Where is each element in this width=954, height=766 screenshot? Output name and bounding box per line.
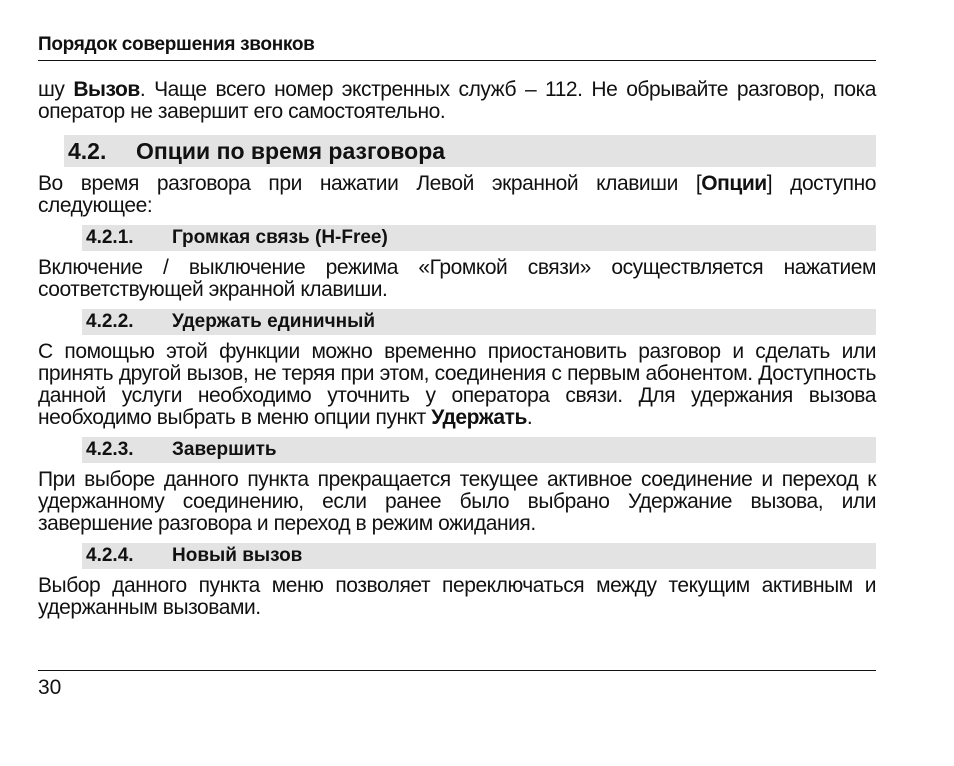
section-bold-term: Опции xyxy=(701,172,767,195)
subsection-title: Завершить xyxy=(172,439,277,460)
subsection-heading-3 xyxy=(82,437,876,463)
subsection-number: 4.2.2. xyxy=(86,311,134,332)
section-number: 4.2. xyxy=(68,138,107,164)
subsection-number: 4.2.3. xyxy=(86,439,134,460)
subsection-paragraph-1: Включение / выключение режима «Громкой связи» осуществляется нажатием соответствующей экранной клавиши. xyxy=(38,256,876,301)
subsection-title: Новый вызов xyxy=(172,545,303,566)
section-heading xyxy=(64,135,876,167)
intro-bold-term: Вызов xyxy=(73,78,140,101)
subsection-number: 4.2.1. xyxy=(86,227,134,248)
subsection-number: 4.2.4. xyxy=(86,545,134,566)
page-number: 30 xyxy=(38,676,62,699)
subsection-paragraph-2: С помощью этой функции можно временно приостановить разговор и сделать или принять другой вызов, не теряя при этом, соединения с первым абонентом. Доступность данной услуги необходимо уточнить у оператора связи. Для удержания вызова необходимо выбрать в меню опции пункт Удержать. xyxy=(38,340,876,429)
subsection-heading-4 xyxy=(82,543,876,569)
subsection-paragraph-3: При выборе данного пункта прекращается текущее активное соединение и переход к удержанному соединению, если ранее было выбрано Удержание вызова, или завершение разговора и переход в режим ожидания. xyxy=(38,468,876,535)
intro-paragraph: шу Вызов. Чаще всего номер экстренных служб – 112. Не обрывайте разговор, пока оператор не завершит его самостоятельно. xyxy=(38,78,876,123)
section-title: Опции по время разговора xyxy=(136,138,446,164)
subsection-heading-2 xyxy=(82,309,876,335)
subsection-heading-1 xyxy=(82,225,876,251)
section-paragraph: Во время разговора при нажатии Левой экранной клавиши [Опции] доступно следующее: xyxy=(38,172,876,217)
subsection-title: Удержать единичный xyxy=(172,311,376,332)
subsection-title: Громкая связь (H-Free) xyxy=(172,227,388,248)
document-page xyxy=(38,34,876,619)
subsection-bold-term: Удержать xyxy=(431,406,527,429)
footer-rule xyxy=(38,670,876,671)
running-header-title: Порядок совершения звонков xyxy=(38,34,876,61)
subsection-paragraph-4: Выбор данного пункта меню позволяет переключаться между текущим активным и удержанным вызовами. xyxy=(38,574,876,619)
